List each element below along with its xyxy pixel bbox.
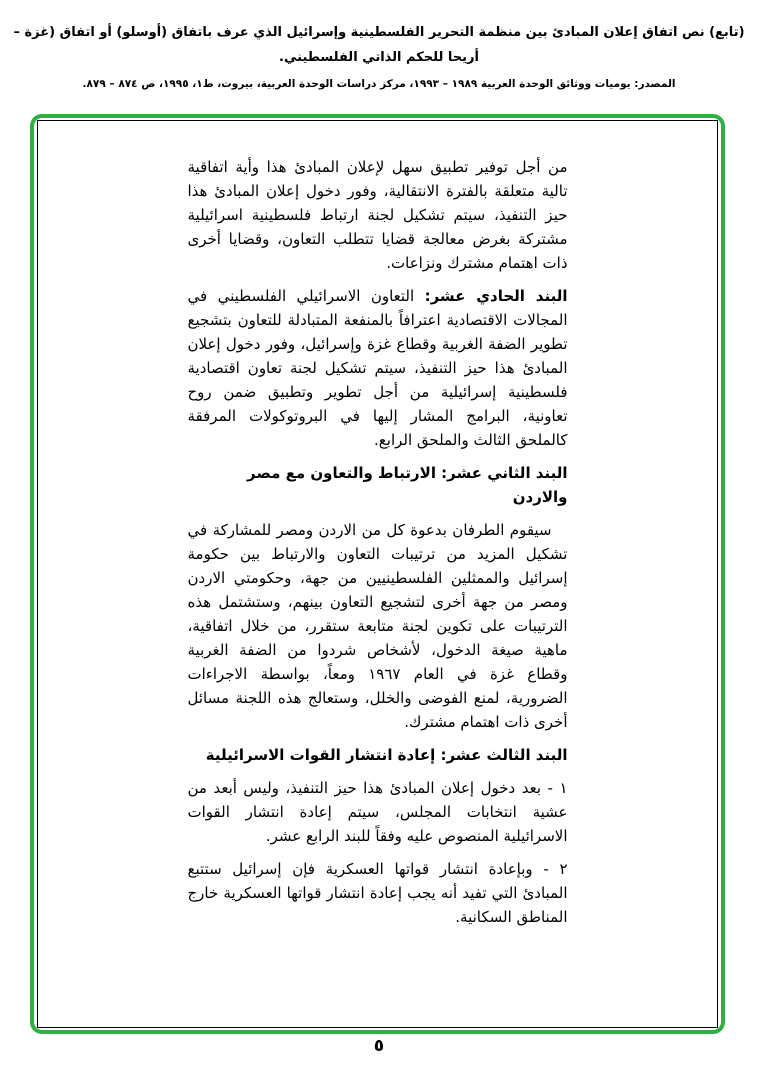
inner-black-frame (37, 120, 718, 1028)
clause-13-heading: البند الثالث عشر: إعادة انتشار القوات الاسرائيلية (205, 746, 568, 764)
green-frame (30, 114, 725, 1034)
page-header (0, 0, 758, 90)
clause-11-paragraph (188, 284, 568, 452)
page-footer (0, 1036, 758, 1056)
clause-13-item-1: ١ - بعد دخول إعلان المبادئ هذا حيز التنفيذ، وليس أبعد من عشية انتخابات المجلس، سيتم إعادة انتشار القوات الاسرائيلية المنصوص عليه وفقاً للبند الرابع عشر. (187, 779, 568, 845)
header-source: المصدر: يوميات ووثائق الوحدة العربية ١٩٨٩ – ١٩٩٣، مركز دراسات الوحدة العربية، بيروت، ط١، ١٩٩٥، ص ٨٧٤ – ٨٧٩. (82, 77, 676, 90)
page-number: ٥ (373, 1036, 385, 1056)
body-text-column (188, 155, 568, 929)
clause-10-continuation-paragraph: من أجل توفير تطبيق سهل لإعلان المبادئ هذا وأية اتفاقية تالية متعلقة بالفترة الانتقالية، وفور دخول إعلان المبادئ هذا حيز التنفيذ، سيتم تشكيل لجنة ارتباط فلسطينية اسرائيلية مشتركة بغرض معالجة قضايا تتطلب التعاون، وقضايا أخرى ذات اهتمام مشترك ونزاعات. (187, 158, 568, 272)
header-title-line1: (تابع) نص اتفاق إعلان المبادئ بين منظمة التحرير الفلسطينية وإسرائيل الذي عرف باتفاق (أوسلو) أو اتفاق (غزة – (13, 25, 745, 40)
clause-12-paragraph: سيقوم الطرفان بدعوة كل من الاردن ومصر للمشاركة في تشكيل المزيد من ترتيبات التعاون والارتباط بين حكومة إسرائيل والممثلين الفلسطينيين من جهة، وحكومتي الاردن ومصر من جهة أخرى لتشجيع التعاون بينهم، وستشتمل هذه الترتيبات على تكوين لجنة متابعة ستقرر، من خلال اتفاقية، ماهية صيغة الدخول، لأشخاص شردوا من الضفة الغربية وقطاع غزة في العام ١٩٦٧ ومعاً، بواسطة الاجراءات الضرورية، لمنع الفوضى والخلل، وستعالج هذه اللجنة مسائل أخرى ذات اهتمام مشترك. (187, 521, 568, 731)
clause-13-item-2: ٢ - وبإعادة انتشار قواتها العسكرية فإن إسرائيل ستتبع المبادئ التي تفيد أنه يجب إعادة انتشار قواتها العسكرية خارج المناطق السكانية. (187, 860, 568, 926)
clause-12-heading: البند الثاني عشر: الارتباط والتعاون مع مصر والاردن (247, 464, 568, 506)
header-title-line2: أريحا للحكم الذاتي الفلسطيني. (279, 50, 479, 66)
clause-11-label: البند الحادي عشر: (424, 287, 568, 305)
clause-11-text: التعاون الاسرائيلي الفلسطيني في المجالات الاقتصادية اعترافاً بالمنفعة المتبادلة للتعاون بتشجيع تطوير الضفة الغربية وقطاع غزة وإسرائيل، وفور دخول إعلان المبادئ هذا حيز التنفيذ، سيتم تشكيل لجنة تعاون اقتصادية فلسطينية إسرائيلية من أجل تطوير وتطبيق ضمن روح تعاونية، البرامج المشار إليها في البروتوكولات المرفقة كالملحق الثالث والملحق الرابع. (187, 287, 568, 449)
